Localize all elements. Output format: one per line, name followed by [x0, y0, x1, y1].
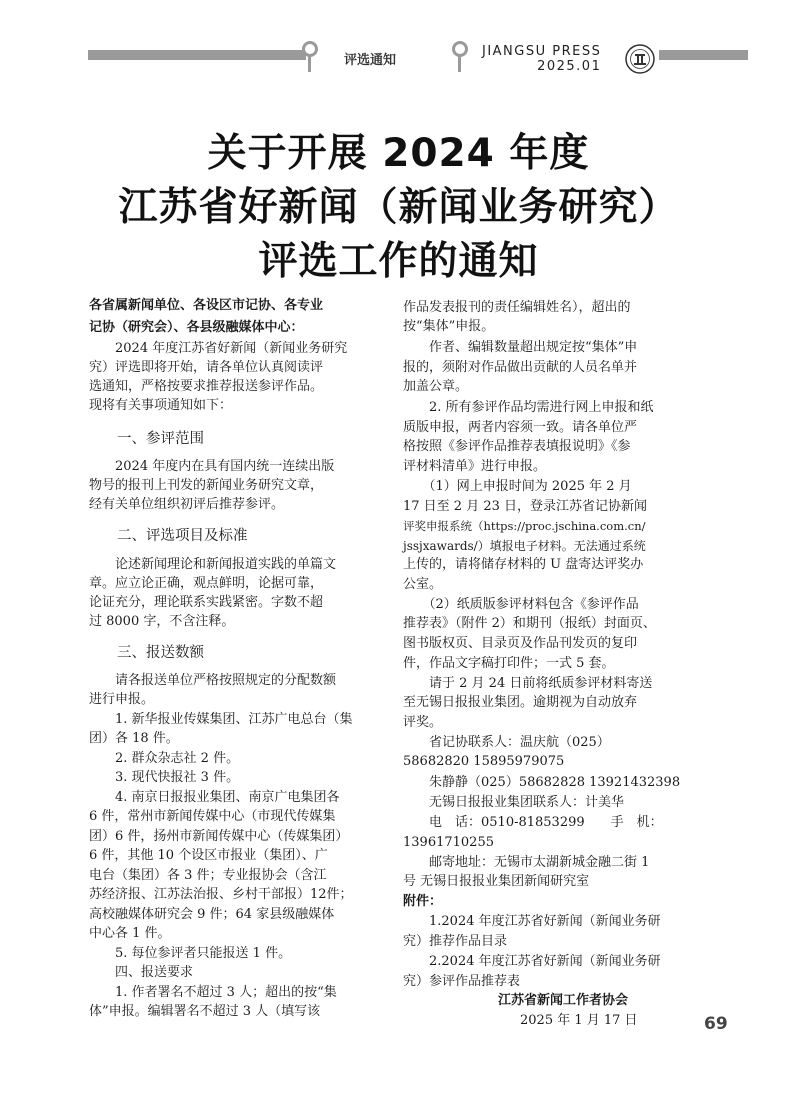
article-title-line-3: 评选工作的通知 [258, 239, 539, 284]
body-line: 评奖。 [403, 715, 443, 730]
pin-decoration [308, 56, 311, 72]
body-line: 质版申报，两者内容须一致。请各单位严 [403, 420, 638, 435]
body-line: 评材料清单》进行申报。 [403, 459, 547, 474]
body-line: 体”申报。编辑署名不超过 3 人（填写该 [89, 1004, 321, 1019]
addressee: 各省属新闻单位、各设区市记协、各专业 [89, 298, 324, 313]
attachment-item: 究）参评作品推荐表 [403, 974, 521, 989]
body-line: 作者、编辑数量超出规定按“集体”申 [403, 340, 638, 355]
article-title-line-2: 江苏省好新闻（新闻业务研究） [118, 185, 679, 230]
body-line: 17 日至 2 月 23 日，登录江苏省记协新闻 [403, 499, 648, 514]
attachment-item: 究）推荐作品目录 [403, 934, 508, 949]
pin-decoration [452, 41, 468, 57]
body-line: 请于 2 月 24 日前将纸质参评材料寄送 [403, 676, 653, 691]
contact-line: 朱静静（025）58682828 13921432398 [403, 775, 681, 790]
body-line: 物号的报刊上刊发的新闻业务研究文章， [89, 478, 324, 493]
body-line: 进行申报。 [89, 692, 155, 707]
contact-line: 省记协联系人：温庆航（025） [403, 735, 610, 750]
page-number: 69 [704, 1014, 728, 1034]
body-line: 2024 年度内在具有国内统一连续出版 [89, 459, 335, 474]
body-line: 图书版权页、目录页及作品刊发页的复印 [403, 636, 638, 651]
attachment-item: 1.2024 年度江苏省好新闻（新闻业务研 [403, 914, 661, 929]
body-line: 2. 所有参评作品均需进行网上申报和纸 [403, 400, 654, 415]
section-heading: 一、参评范围 [117, 431, 204, 447]
body-line: 2. 群众杂志社 2 件。 [89, 751, 240, 766]
body-line: 3. 现代快报社 3 件。 [89, 770, 240, 785]
contact-line: 无锡日报报业集团联系人：计美华 [403, 795, 625, 810]
body-line: 高校融媒体研究会 9 件；64 家县级融媒体 [89, 907, 335, 922]
pin-decoration [458, 56, 461, 72]
body-line: 论述新闻理论和新闻报道实践的单篇文 [89, 557, 337, 572]
signature-organization: 江苏省新闻工作者协会 [498, 993, 629, 1008]
body-line: 6 件，其他 10 个设区市报业（集团）、广 [89, 848, 328, 863]
header-rule-right [659, 50, 748, 60]
body-line: （2）纸质版参评材料包含《参评作品 [403, 597, 639, 612]
contact-line: 邮寄地址：无锡市太湖新城金融二街 1 [403, 855, 650, 870]
body-line: 苏经济报、江苏法治报、乡村干部报）12件； [89, 887, 353, 902]
pin-decoration [302, 41, 318, 57]
body-line: 格按照《参评作品推荐表填报说明》《参 [403, 439, 631, 454]
body-line: 推荐表》（附件 2）和期刊（报纸）封面页、 [403, 616, 656, 631]
body-line: 章。应立论正确，观点鲜明，论据可靠， [89, 576, 324, 591]
body-line: 过 8000 字，不含注释。 [89, 614, 235, 629]
magazine-name [482, 44, 601, 74]
body-line: 6 件，常州市新闻传媒中心（市现代传媒集 [89, 809, 336, 824]
body-line: 选通知，严格按要求推荐报送参评作品。 [89, 379, 324, 394]
contact-line: 13961710255 [403, 835, 494, 850]
body-line: 2024 年度江苏省好新闻（新闻业务研究 [89, 341, 348, 356]
body-line: 现将有关事项通知如下： [89, 398, 233, 413]
body-line: 5. 每位参评者只能报送 1 件。 [89, 946, 292, 961]
body-line: （1）网上申报时间为 2025 年 2 月 [403, 479, 632, 494]
body-line: 团）各 18 件。 [89, 731, 179, 746]
section-heading: 二、评选项目及标准 [117, 528, 248, 544]
body-line: 评奖申报系统（https://proc.jschina.com.cn/ [403, 519, 646, 533]
article-title-line-1: 关于开展 2024 年度 [207, 131, 590, 176]
section-heading: 三、报送数额 [117, 645, 204, 661]
contact-line: 电 话：0510-81853299 手 机： [403, 815, 663, 830]
association-logo [625, 44, 655, 74]
body-line: 1. 作者署名不超过 3 人；超出的按“集 [89, 985, 337, 1000]
body-line: 1. 新华报业传媒集团、江苏广电总台（集 [89, 712, 353, 727]
body-line: 4. 南京日报报业集团、南京广电集团各 [89, 790, 340, 805]
body-line: 中心各 1 件。 [89, 926, 171, 941]
body-line: 论证充分，理论联系实践紧密。字数不超 [89, 595, 324, 610]
body-line: 公室。 [403, 577, 443, 592]
body-line: 四、报送要求 [89, 965, 194, 980]
body-line: 按“集体”申报。 [403, 319, 495, 334]
body-line: 报的，须附对作品做出贡献的人员名单并 [403, 360, 638, 375]
contact-line: 号 无锡日报报业集团新闻研究室 [403, 874, 590, 889]
addressee: 记协（研究会）、各县级融媒体中心： [89, 320, 304, 335]
body-line: 究）评选即将开始，请各单位认真阅读评 [89, 360, 324, 375]
body-line: 经有关单位组织初评后推荐参评。 [89, 497, 285, 512]
body-line: jssjxawards/）填报电子材料。无法通过系统 [403, 539, 646, 553]
body-line: 上传的，请将储存材料的 U 盘寄达评奖办 [403, 557, 644, 572]
issue-number: 2025.01 [537, 59, 602, 74]
body-line: 团）6 件，扬州市新闻传媒中心（传媒集团） [89, 829, 349, 844]
body-line: 至无锡日报报业集团。逾期视为自动放弃 [403, 695, 638, 710]
attachments-heading: 附件： [403, 894, 443, 909]
magazine-title: JIANGSU PRESS [482, 44, 602, 59]
body-line: 件，作品文字稿打印件；一式 5 套。 [403, 656, 615, 671]
section-label: 评选通知 [344, 53, 397, 68]
body-line: 加盖公章。 [403, 379, 469, 394]
body-line: 电台（集团）各 3 件；专业报协会（含江 [89, 868, 327, 883]
header-rule-left [88, 50, 306, 60]
signature-date: 2025 年 1 月 17 日 [520, 1013, 638, 1028]
body-line: 作品发表报刊的责任编辑姓名），超出的 [403, 300, 631, 315]
attachment-item: 2.2024 年度江苏省好新闻（新闻业务研 [403, 954, 661, 969]
body-line: 请各报送单位严格按照规定的分配数额 [89, 673, 337, 688]
contact-line: 58682820 15895979075 [403, 754, 565, 769]
